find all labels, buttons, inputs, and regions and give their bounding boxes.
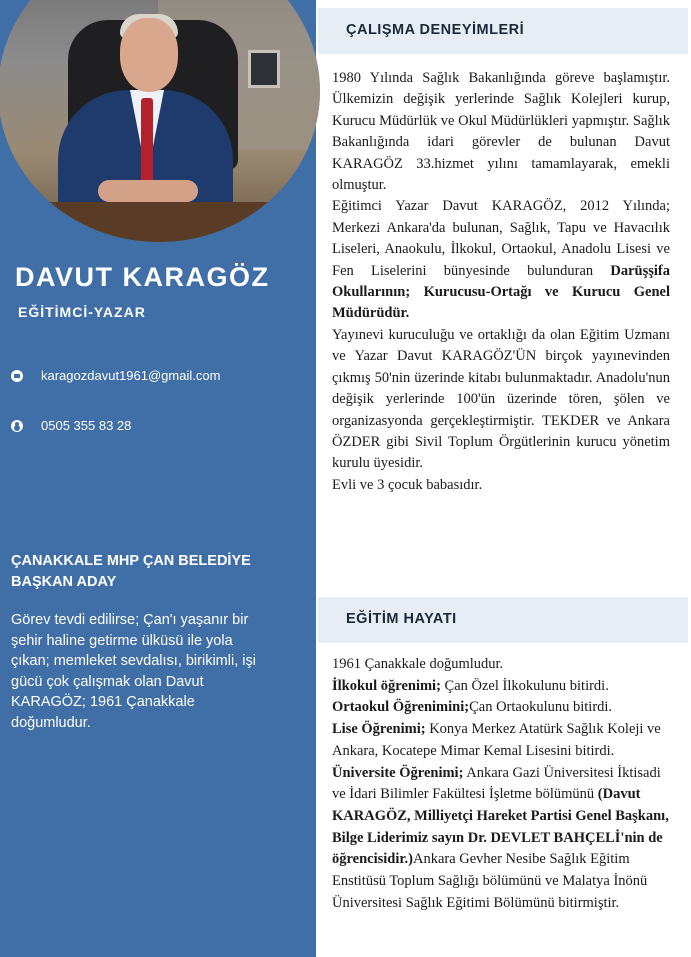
education-text: Ankara Gevher Nesibe Sağlık Eğitim Enstitüsü Toplum Sağlığı bölümünü ve Malatya İnönü Üniversitesi Sağlık Eğitimi Bölümünü bitirmiştir. bbox=[332, 851, 648, 911]
education-label: Üniversite Öğrenimi; bbox=[332, 764, 464, 781]
profile-name: DAVUT KARAGÖZ bbox=[15, 262, 270, 292]
mail-icon bbox=[11, 370, 23, 382]
candidacy-paragraph: Görev tevdi edilirse; Çan'ı yaşanır bir şehir haline getirme ülküsü ile yola çıkan; memleket sevdalısı, birikimli, işi gücü çok çalışmak olan Davut KARAGÖZ; 1961 Çanakkale doğumludur. bbox=[11, 612, 256, 731]
education-line bbox=[332, 719, 670, 762]
email-contact[interactable] bbox=[11, 368, 220, 383]
education-section-header bbox=[318, 597, 688, 643]
education-text: Konya Merkez Atatürk Sağlık Koleji ve Ankara, Kocatepe Mimar Kemal Lisesini bitirdi. bbox=[332, 721, 661, 759]
education-heading: EĞİTİM HAYATI bbox=[346, 611, 457, 627]
experience-section-header bbox=[318, 8, 688, 54]
experience-paragraph: Yayınevi kuruculuğu ve ortaklığı da olan Eğitim Uzmanı ve Yazar Davut KARAGÖZ'ÜN birçok yayınevinden çıkmış 50'nin üzerinde kitabı bulunmaktadır. Anadolu'nun değişik yerlerinde 100'ün üzerinde tören, şölen ve organizasyonda gerçekleştirmiştir. TEKDER ve Ankara ÖZDER gibi Sivil Toplum Örgütlerinin kurucu yönetim kurulu üyesidir. bbox=[332, 326, 670, 472]
education-line bbox=[332, 697, 670, 719]
education-line bbox=[332, 676, 670, 698]
experience-paragraph bbox=[332, 196, 670, 324]
profile-photo bbox=[0, 0, 320, 242]
education-bold-text: (Davut KARAGÖZ, Milliyetçi Hareket Partisi Genel Başkanı, Bilge Liderimiz sayın Dr. DEVLET BAHÇELİ'nin de öğrencisidir.) bbox=[332, 786, 669, 868]
phone-text: 0505 355 83 28 bbox=[41, 418, 132, 433]
email-text: karagozdavut1961@gmail.com bbox=[41, 368, 221, 383]
profile-title: EĞİTİMCİ-YAZAR bbox=[18, 304, 146, 320]
candidacy-heading: ÇANAKKALE MHP ÇAN BELEDİYE BAŞKAN ADAY bbox=[11, 553, 251, 590]
education-label: Lise Öğrenimi; bbox=[332, 721, 426, 738]
experience-body bbox=[332, 68, 670, 496]
experience-bold-text: Darüşşifa Okullarının; Kurucusu-Ortağı ve Kurucu Genel Müdürüdür. bbox=[332, 262, 670, 322]
education-line bbox=[332, 763, 670, 915]
education-label: İlkokul öğrenimi; bbox=[332, 677, 441, 694]
experience-paragraph: Evli ve 3 çocuk babasıdır. bbox=[332, 476, 483, 493]
experience-heading: ÇALIŞMA DENEYİMLERİ bbox=[346, 22, 525, 38]
education-text: Ankara Gazi Üniversitesi İktisadi ve İdari Bilimler Fakültesi İşletme bölümünü bbox=[332, 764, 661, 803]
education-label: Ortaokul Öğrenimini; bbox=[332, 699, 470, 716]
experience-text: Eğitimci Yazar Davut KARAGÖZ, 2012 Yılında; Merkezi Ankara'da bulunan, Sağlık, Tapu ve Havacılık Liseleri, Anaokulu, İlkokul, Ortaokul, Anadolu Lisesi ve Fen Liselerini bünyesinde bulunduran bbox=[332, 198, 670, 279]
education-body bbox=[332, 654, 670, 914]
experience-paragraph: 1980 Yılında Sağlık Bakanlığında göreve başlamıştır. Ülkemizin değişik yerlerinde Sağlık Kolejleri kurup, Kurucu Müdürlük ve Okul Müdürlükleri yapmıştır. Sağlık Bakanlığında idari görevler de bulunan Davut KARAGÖZ 33.hizmet yılını tamamlayarak, emekli olmuştur. bbox=[332, 70, 670, 194]
phone-contact[interactable] bbox=[11, 418, 131, 433]
user-icon bbox=[11, 420, 23, 432]
education-text: Çan Ortaokulunu bitirdi. bbox=[469, 699, 613, 716]
education-line: 1961 Çanakkale doğumludur. bbox=[332, 656, 504, 672]
education-text: Çan Özel İlkokulunu bitirdi. bbox=[440, 677, 609, 694]
